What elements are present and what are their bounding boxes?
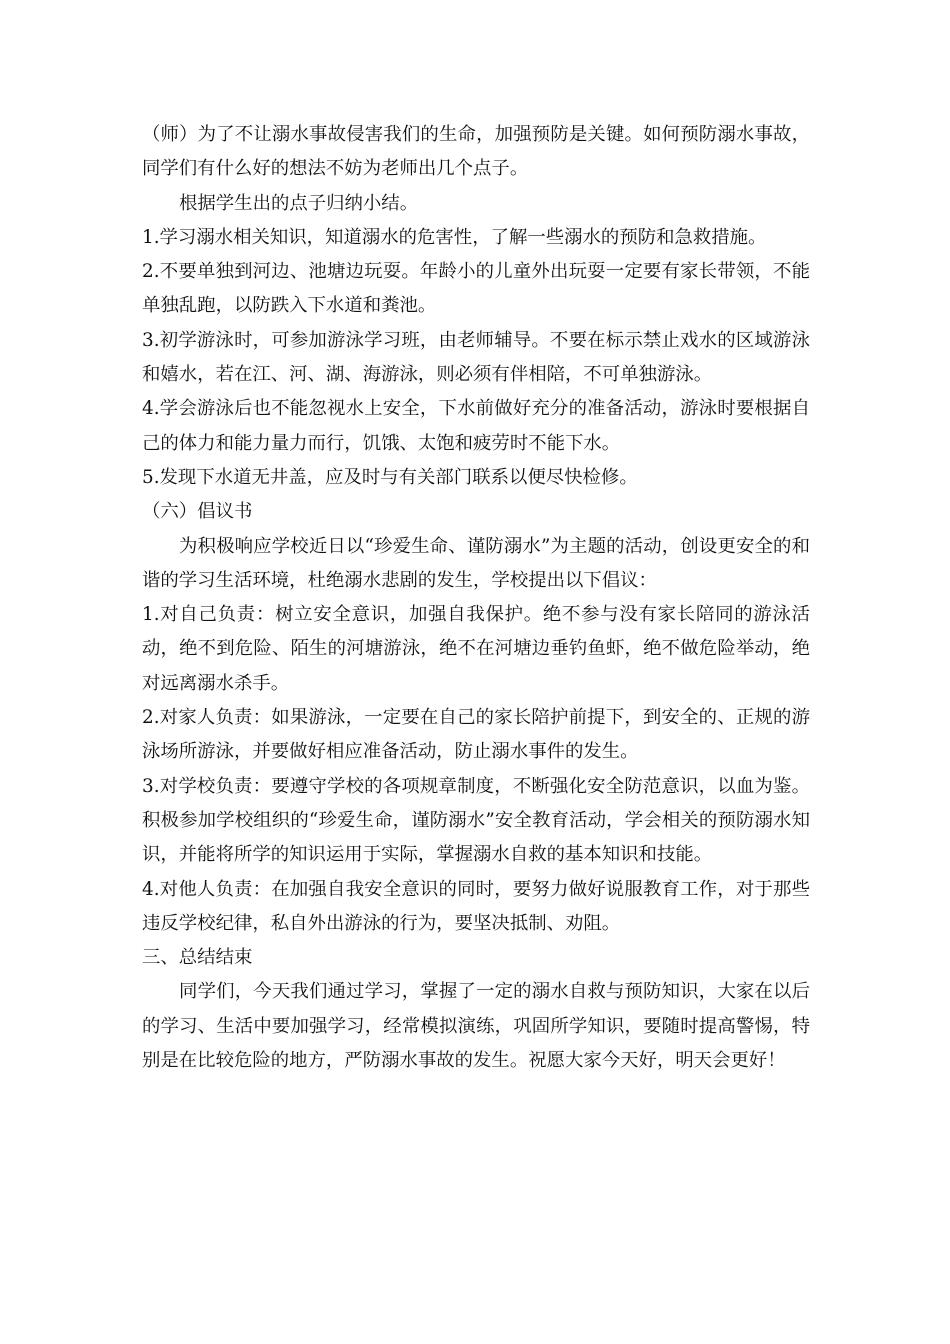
proposal-item-1: 1.对自己负责：树立安全意识，加强自我保护。绝不参与没有家长陪同的游泳活动，绝不到危险、陌生的河塘游泳，绝不在河塘边垂钓鱼虾，绝不做危险举动，绝对远离溺水杀手。 [142, 604, 810, 694]
proposal-item-3: 3.对学校负责：要遵守学校的各项规章制度，不断强化安全防范意识，以血为鉴。积极参加学校组织的“珍爱生命，谨防溺水”安全教育活动，学会相关的预防溺水知识，并能将所学的知识运用于实际，掌握溺水自救的基本知识和技能。 [142, 775, 810, 866]
document-body [142, 118, 810, 1078]
prevention-item-1: 1.学习溺水相关知识，知道溺水的危害性，了解一些溺水的预防和急救措施。 [142, 226, 767, 248]
proposal-intro-paragraph: 为积极响应学校近日以“珍爱生命、谨防溺水”为主题的活动，创设更安全的和谐的学习生活环境，杜绝溺水悲剧的发生，学校提出以下倡议： [142, 535, 810, 591]
proposal-item-2: 2.对家人负责：如果游泳，一定要在自己的家长陪护前提下，到安全的、正规的游泳场所游泳，并要做好相应准备活动，防止溺水事件的发生。 [142, 707, 810, 763]
proposal-item-4: 4.对他人负责：在加强自我安全意识的同时，要努力做好说服教育工作，对于那些违反学校纪律，私自外出游泳的行为，要坚决抵制、劝阻。 [142, 878, 810, 934]
prevention-item-2: 2.不要单独到河边、池塘边玩耍。年龄小的儿童外出玩耍一定要有家长带领，不能单独乱跑，以防跌入下水道和粪池。 [142, 261, 810, 317]
teacher-prompt-paragraph: （师）为了不让溺水事故侵害我们的生命，加强预防是关键。如何预防溺水事故，同学们有什么好的想法不妨为老师出几个点子。 [142, 124, 810, 180]
summary-intro-paragraph: 根据学生出的点子归纳小结。 [179, 192, 419, 214]
section-heading-conclusion: 三、总结结束 [142, 947, 253, 969]
prevention-item-5: 5.发现下水道无井盖，应及时与有关部门联系以便尽快检修。 [142, 466, 638, 488]
section-heading-proposal: （六）倡议书 [142, 501, 253, 523]
prevention-item-3: 3.初学游泳时，可参加游泳学习班，由老师辅导。不要在标示禁止戏水的区域游泳和嬉水，若在江、河、湖、海游泳，则必须有伴相陪，不可单独游泳。 [142, 329, 810, 386]
conclusion-paragraph: 同学们，今天我们通过学习，掌握了一定的溺水自救与预防知识，大家在以后的学习、生活中要加强学习，经常模拟演练，巩固所学知识，要随时提高警惕，特别是在比较危险的地方，严防溺水事故的发生。祝愿大家今天好，明天会更好！ [142, 981, 810, 1072]
prevention-item-4: 4.学会游泳后也不能忽视水上安全，下水前做好充分的准备活动，游泳时要根据自己的体力和能力量力而行，饥饿、太饱和疲劳时不能下水。 [142, 398, 810, 454]
